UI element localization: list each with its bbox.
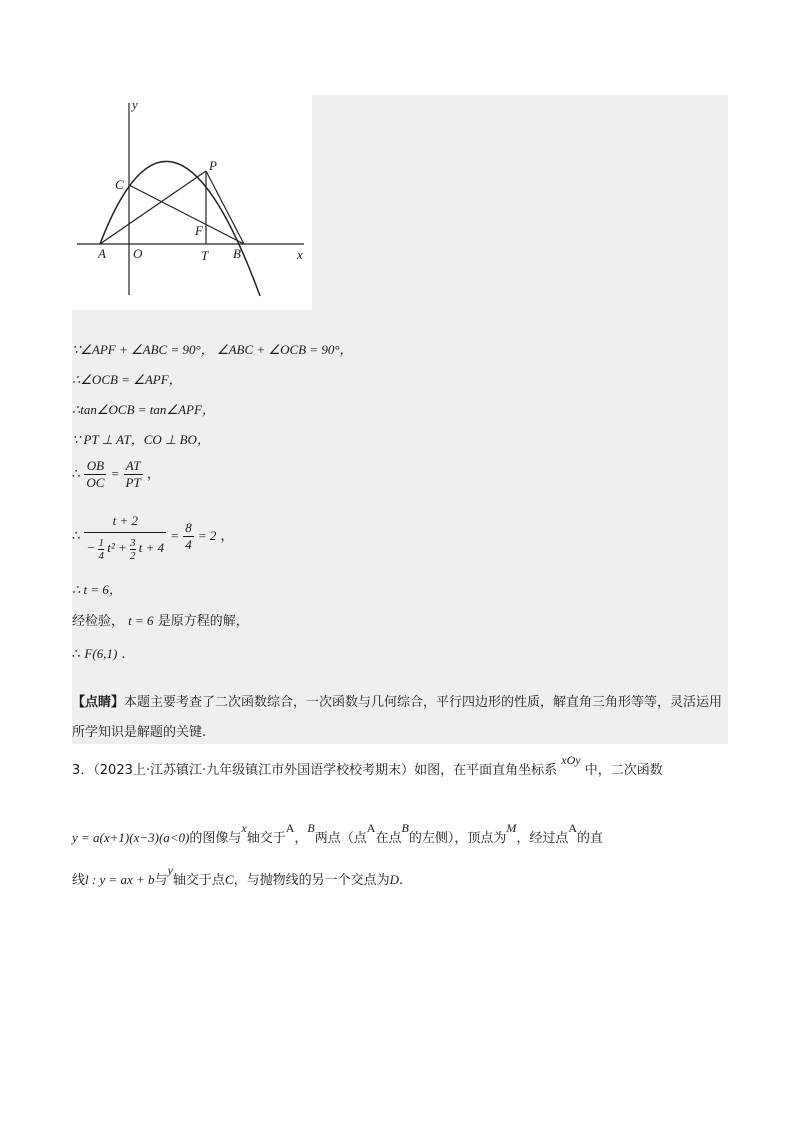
term-t-squared: t² + [107,540,127,555]
point-label-C: C [115,177,124,192]
var-B: B [307,821,315,835]
point-label-T: T [201,248,209,263]
fraction-denominator: PT [125,475,141,490]
comment-text: 本题主要考查了二次函数综合，一次函数与几何综合，平行四边形的性质，解直角三角形等等，灵活运用所学知识是解题的关键. [72,695,723,740]
small-denominator: 2 [130,549,136,562]
punctuation: . [121,647,126,662]
point-F-coordinates: F(6,1) [84,646,118,661]
coordinate-system-label: xOy [561,753,581,767]
problem-text: ，经过点 [516,831,569,846]
punctuation: . [398,873,404,888]
line-equation: l : y = ax + b [85,872,155,887]
solution-line-4: ∵ PT ⊥ AT，CO ⊥ BO， [72,432,210,447]
parabola-figure [72,95,312,310]
fraction-AT-PT [124,458,143,491]
problem-source: （2023上·江苏镇江·九年级镇江市外国语学校校考期末） [93,763,415,778]
equals-sign: = [110,466,120,481]
problem-text: 两点（点 [314,831,367,846]
t-equals-6: t = 6 [128,613,154,628]
comment-paragraph [72,688,728,748]
var-M: M [506,821,517,835]
point-label-B: B [233,246,241,261]
quadratic-formula: y = a(x+1)(x−3)(a<0) [72,830,190,845]
small-numerator: 3 [130,536,136,549]
fraction-OB-OC [84,458,106,491]
small-denominator: 4 [98,549,104,562]
therefore-symbol: ∴ [72,647,81,662]
fraction-one-quarter [98,537,104,562]
solution-line-7: ∴ t = 6， [72,582,122,597]
fraction-numerator: AT [124,458,143,475]
problem-text: 中，二次函数 [584,763,663,778]
var-D: D [389,872,399,887]
point-label-P: P [209,158,217,173]
equals-two: = 2 [197,528,217,543]
solution-line-8 [72,611,249,632]
x-axis-label: x [297,247,303,262]
punctuation: ， [146,467,160,482]
problem-3-line-2 [72,821,728,851]
point-label-A: A [98,246,106,261]
problem-text: 线 [72,873,86,888]
problem-text: 在点 [375,831,402,846]
problem-3-line-3 [72,863,728,893]
segment-PB [206,171,244,244]
solution-line-2: ∴∠OCB = ∠APF， [72,372,182,387]
var-x: x [241,821,247,835]
fraction-numerator: 8 [185,520,192,535]
var-C: C [224,872,234,887]
figure-svg [72,95,312,310]
var-y: y [167,863,173,877]
solution-background [312,95,728,310]
point-label-O: O [133,246,143,261]
fraction-denominator [84,533,166,563]
var-A: A [366,821,376,835]
problem-3-line-1 [72,753,728,781]
var-A: A [285,821,295,835]
problem-text: 的左侧），顶点为 [408,831,507,846]
check-conclusion: 是原方程的解， [157,614,249,629]
solution-line-1: ∵∠APF + ∠ABC = 90°， ∠ABC + ∠OCB = 90°， [72,342,353,357]
solution-line-3: ∴tan∠OCB = tan∠APF， [72,402,215,417]
problem-text: 与 [154,873,168,888]
var-B: B [401,821,409,835]
solution-line-9 [72,644,126,665]
solution-line-6 [72,510,234,563]
therefore-symbol: ∴ [72,467,81,482]
therefore-symbol: ∴ [72,529,81,544]
punctuation: ， [294,831,308,846]
problem-text: ，与抛物线的另一个交点为 [233,873,390,888]
fraction-denominator: OC [86,475,105,490]
comment-label: 【点睛】 [72,695,125,710]
solution-line-5 [72,458,160,491]
equals-sign: = [170,528,180,543]
problem-text: 轴交于点 [172,873,225,888]
problem-number: 3． [72,763,94,778]
y-axis-label: y [132,97,138,112]
fraction-8-4 [183,520,194,553]
fraction-denominator: 4 [185,537,192,552]
term-t-plus-4: t + 4 [138,540,165,555]
point-label-F: F [195,223,203,238]
punctuation: ， [220,529,234,544]
problem-text: 轴交于 [246,831,286,846]
fraction-main [84,510,166,563]
small-numerator: 1 [98,536,104,549]
fraction-three-halves [130,537,136,562]
minus-sign: − [86,540,96,555]
segment-CB [129,185,244,244]
fraction-numerator: OB [84,458,106,475]
check-text: 经检验， [72,614,125,629]
fraction-numerator: t + 2 [84,510,166,533]
var-A: A [568,821,578,835]
problem-text: 的图像与 [189,831,242,846]
problem-text: 的直 [577,831,604,846]
problem-text: 如图，在平面直角坐标系 [414,763,558,778]
